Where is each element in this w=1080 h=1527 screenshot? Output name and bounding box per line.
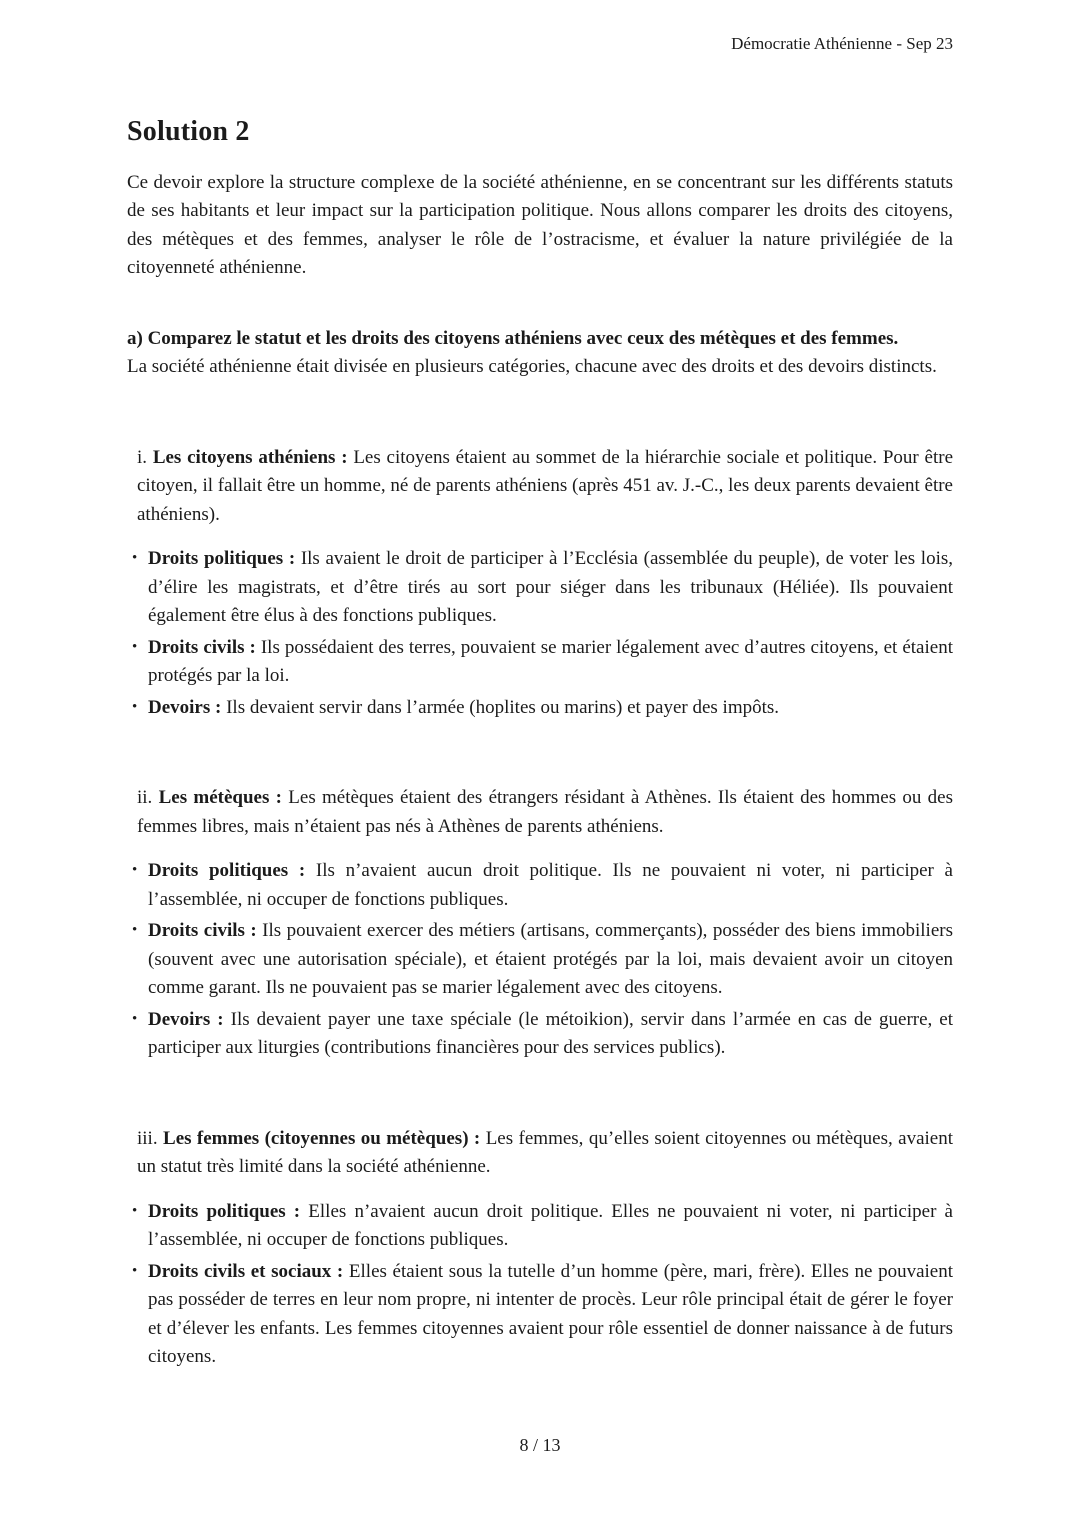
section-a-heading: a) Comparez le statut et les droits des citoyens athéniens avec ceux des métèques et des femmes. — [127, 327, 899, 349]
bullet-item — [127, 857, 953, 914]
roman-item-term: Les métèques : — [158, 787, 282, 808]
bullet-item — [127, 694, 953, 723]
roman-numeral: iii. — [137, 1127, 158, 1149]
bullet-term: Devoirs : — [148, 696, 222, 718]
bullet-item — [127, 1198, 953, 1255]
roman-item-desc: Les femmes, qu’elles soient citoyennes ou métèques, avaient un statut très limité dans la société athénienne. — [137, 1127, 954, 1177]
roman-item-desc: Les citoyens étaient au sommet de la hiérarchie sociale et politique. Pour être citoyen, il fallait être un homme, né de parents athéniens (après 451 av. J.-C., les deux parents devaient être athéniens). — [137, 446, 954, 525]
bullet-icon: • — [132, 550, 138, 566]
bullet-icon: • — [132, 1202, 138, 1219]
bullet-desc: Elles étaient sous la tutelle d’un homme (père, mari, frère). Elles ne pouvaient pas posséder de terres en leur nom propre, ni intenter de procès. Leur rôle principal était de gérer le foyer et d’élever les enfants. Les femmes citoyennes avaient pour rôle essentiel de donner naissance à de futurs citoyens. — [148, 1260, 953, 1367]
bullet-icon: • — [132, 1010, 138, 1027]
roman-item-text — [127, 1125, 953, 1182]
bullet-desc: Ils avaient le droit de participer à l’Ecclésia (assemblée du peuple), de voter les lois, d’élire les magistrats, et d’être tirés au sort pour siéger dans les tribunaux (Héliée). Ils pouvaient également être élus à des fonctions publiques. — [148, 548, 953, 626]
bullet-desc: Ils n’avaient aucun droit politique. Ils ne pouvaient ni voter, ni participer à l’assemblée, ni occuper de fonctions publiques. — [148, 860, 953, 910]
bullet-desc: Ils possédaient des terres, pouvaient se marier légalement avec d’autres citoyens, et étaient protégés par la loi. — [148, 636, 953, 686]
bullet-item — [127, 545, 953, 631]
page-number: 8 / 13 — [519, 1434, 561, 1455]
roman-item-desc: Les métèques étaient des étrangers résidant à Athènes. Ils étaient des hommes ou des femmes libres, mais n’étaient pas nés à Athènes de parents athéniens. — [137, 787, 954, 837]
roman-item-term: Les citoyens athéniens : — [152, 446, 348, 468]
section-a-lead: La société athénienne était divisée en plusieurs catégories, chacune avec des droits et des devoirs distincts. — [127, 356, 937, 377]
roman-numeral: i. — [137, 446, 148, 468]
bullet-list — [127, 857, 953, 1063]
bullet-icon: • — [132, 862, 138, 878]
bullet-term: Droits civils : — [148, 636, 256, 658]
bullet-desc: Elles n’avaient aucun droit politique. Elles ne pouvaient ni voter, ni participer à l’assemblée, ni occuper de fonctions publiques. — [148, 1200, 953, 1250]
roman-item-term: Les femmes (citoyennes ou métèques) : — [163, 1127, 481, 1149]
roman-item-text — [127, 784, 953, 841]
bullet-icon: • — [132, 1262, 138, 1279]
bullet-item — [127, 917, 953, 1003]
roman-list-item-i — [127, 444, 953, 723]
page-title: Solution 2 — [127, 115, 250, 147]
bullet-desc: Ils devaient servir dans l’armée (hoplites ou marins) et payer des impôts. — [226, 696, 780, 718]
bullet-term: Devoirs : — [148, 1008, 224, 1030]
bullet-item — [127, 1006, 953, 1063]
roman-numeral: ii. — [137, 787, 153, 808]
bullet-list — [127, 1198, 953, 1372]
bullet-term: Droits civils : — [148, 920, 257, 941]
bullet-term: Droits politiques : — [148, 548, 296, 569]
running-header: Démocratie Athénienne - Sep 23 — [731, 34, 953, 53]
bullet-list — [127, 545, 953, 722]
bullet-icon: • — [132, 638, 138, 655]
bullet-desc: Ils devaient payer une taxe spéciale (le métoikion), servir dans l’armée en cas de guerre, et participer aux liturgies (contributions financières pour des services publics). — [148, 1008, 954, 1058]
bullet-term: Droits politiques : — [148, 1200, 301, 1222]
roman-item-text — [127, 444, 953, 530]
bullet-item — [127, 634, 953, 691]
intro-paragraph: Ce devoir explore la structure complexe de la société athénienne, en se concentrant sur les différents statuts de ses habitants et leur impact sur la participation politique. Nous allons comparer les droits des citoyens, des métèques et des femmes, analyser le rôle de l’ostracisme, et évaluer la nature privilégiée de la citoyenneté athénienne. — [127, 171, 953, 278]
bullet-icon: • — [132, 698, 138, 715]
roman-list-item-ii — [127, 784, 953, 1063]
bullet-icon: • — [132, 922, 138, 938]
bullet-term: Droits civils et sociaux : — [148, 1260, 344, 1282]
roman-list-item-iii — [127, 1125, 953, 1372]
bullet-desc: Ils pouvaient exercer des métiers (artisans, commerçants), posséder des biens immobiliers (souvent avec une autorisation spéciale), et étaient protégés par la loi, mais devaient avoir un citoyen comme garant. Ils ne pouvaient pas se marier légalement avec des citoyens. — [148, 920, 953, 998]
bullet-item — [127, 1258, 953, 1372]
bullet-term: Droits politiques : — [148, 860, 306, 881]
